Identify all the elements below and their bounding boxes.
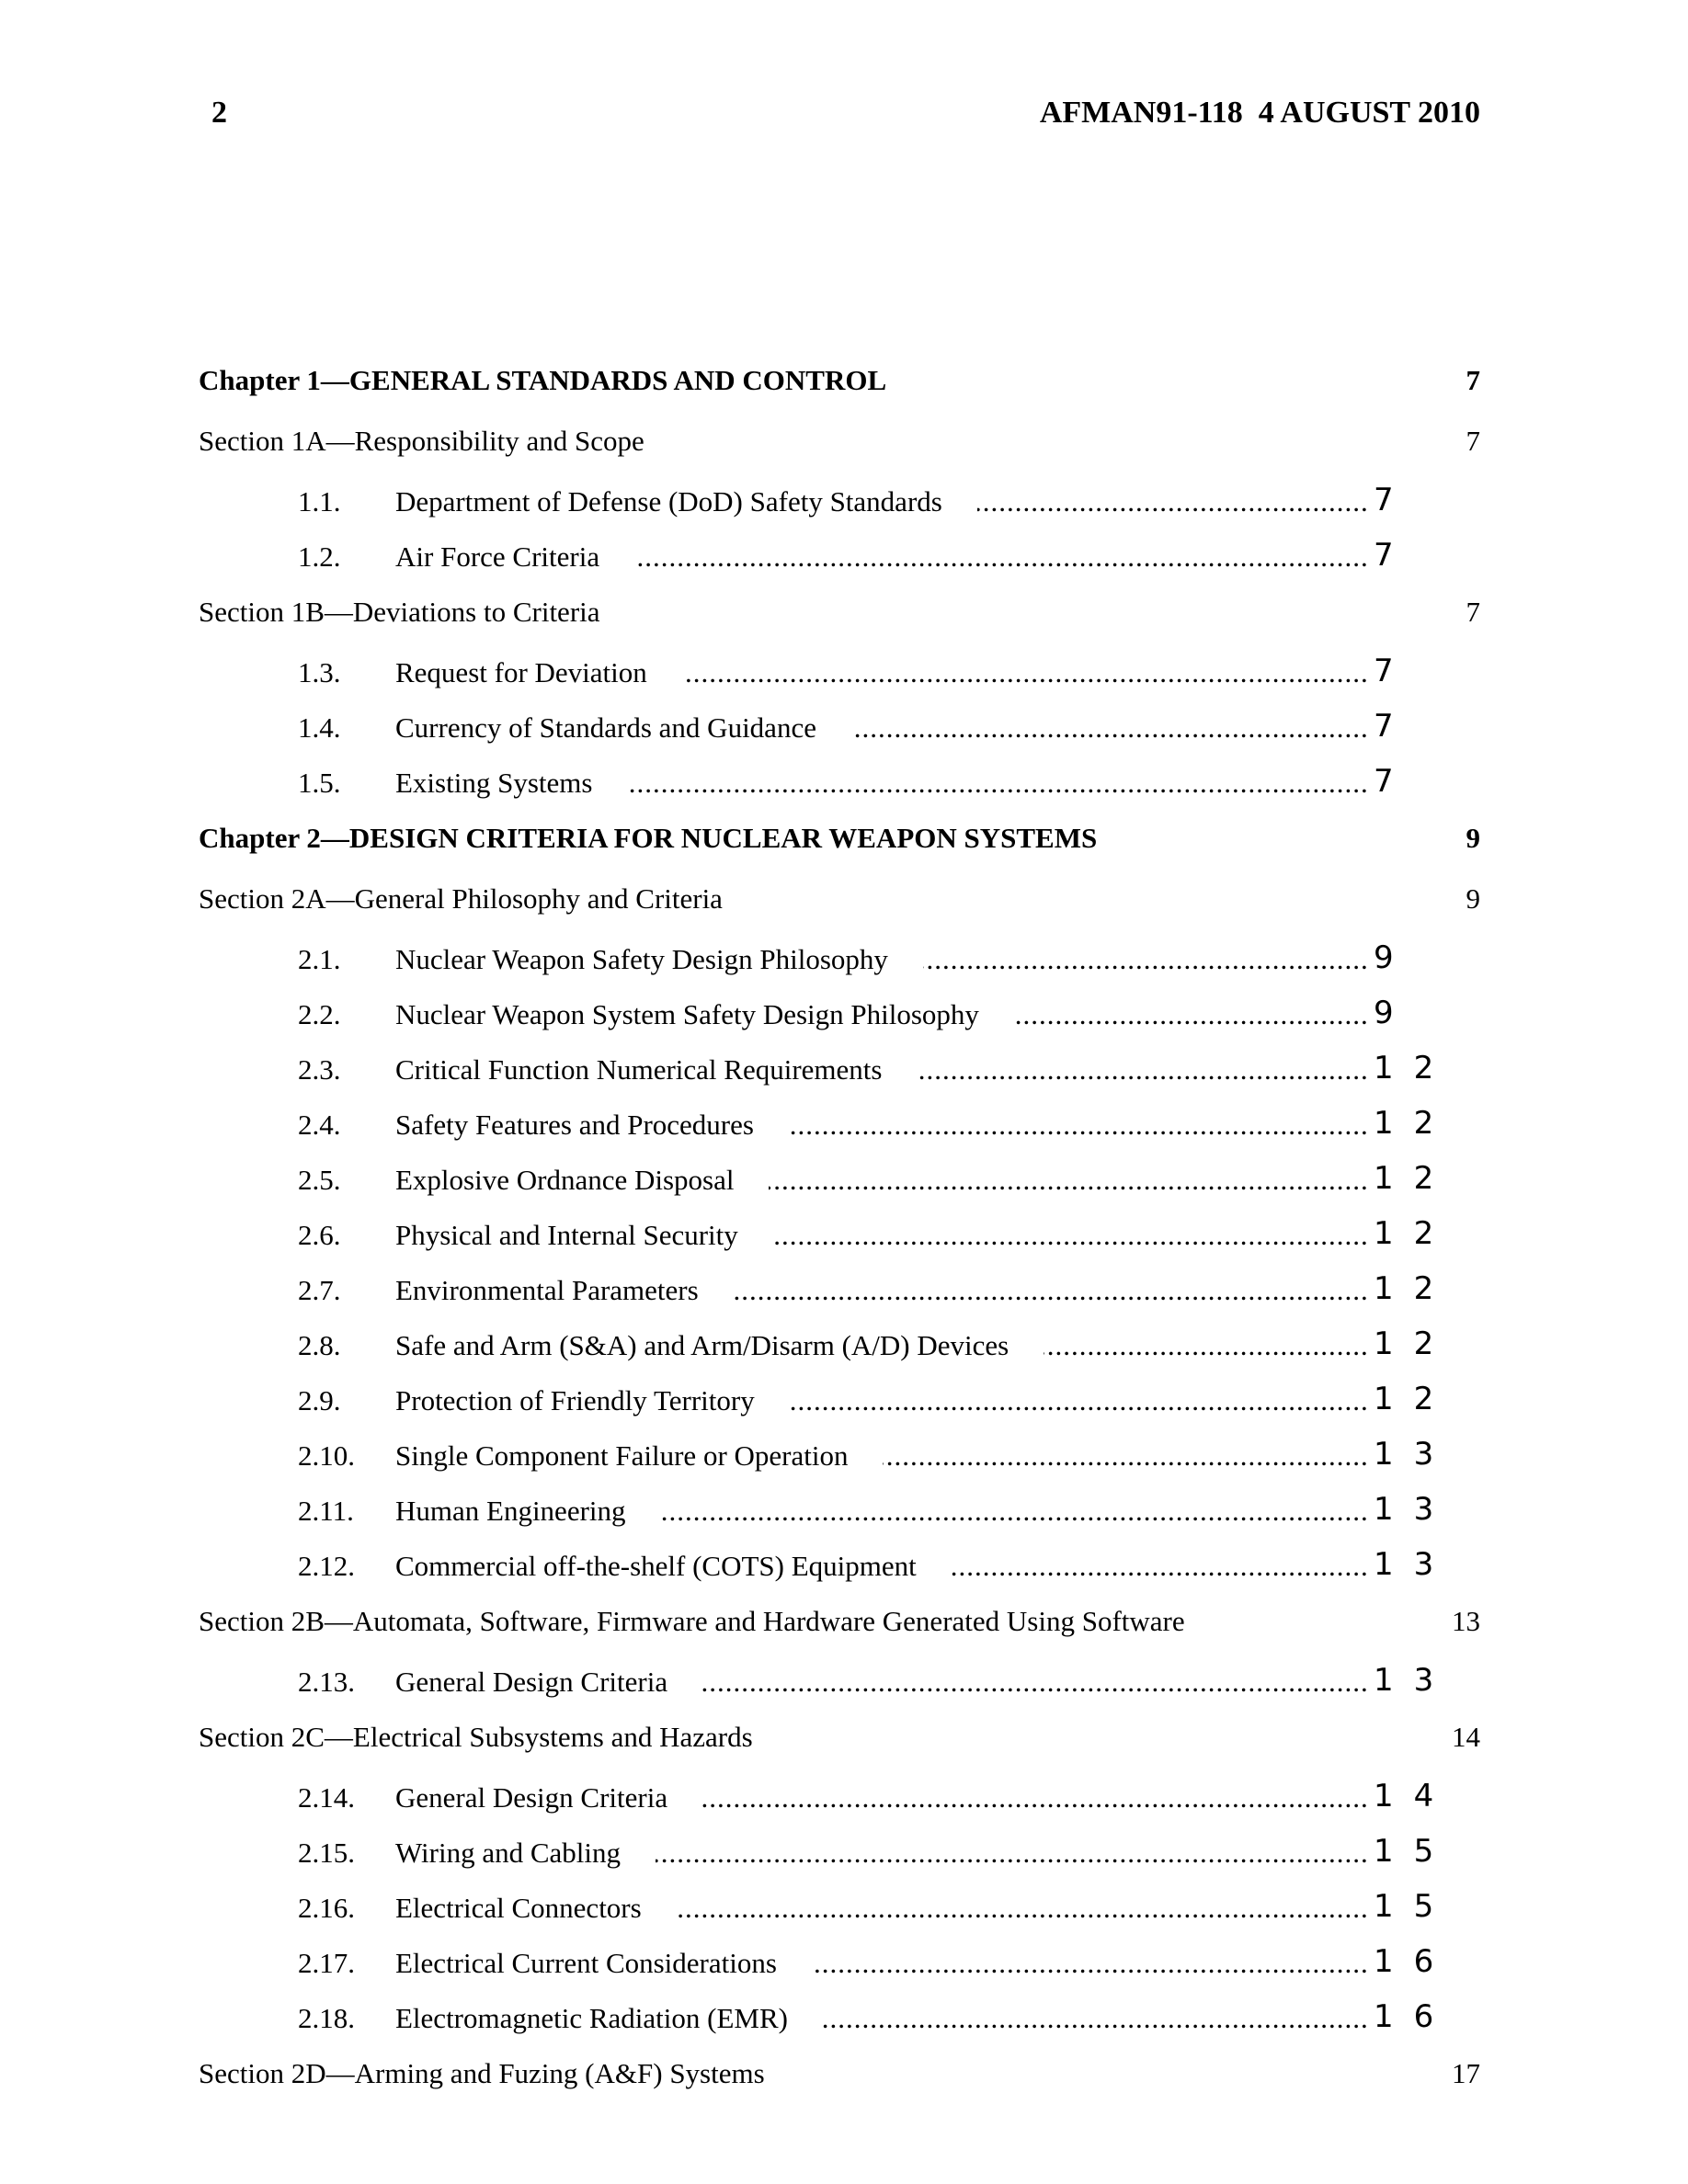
toc-entry xyxy=(199,936,1480,991)
toc-entry-title[interactable]: Existing Systems xyxy=(395,767,627,800)
toc-entry-page: 7 xyxy=(1374,482,1414,518)
toc-entry-title[interactable]: Department of Defense (DoD) Safety Standards xyxy=(395,485,977,518)
toc-entry xyxy=(199,1377,1480,1432)
toc-entry-number: 2.14. xyxy=(298,1781,355,1814)
chapter-title[interactable]: Chapter 2—DESIGN CRITERIA FOR NUCLEAR WEAPON SYSTEMS xyxy=(199,822,1098,854)
toc-entry-title[interactable]: Protection of Friendly Territory xyxy=(395,1384,790,1417)
toc-entry-number: 1.3. xyxy=(298,656,341,688)
toc-entry xyxy=(199,759,1480,814)
toc-section-heading xyxy=(199,1713,1480,1774)
toc-entry-number: 2.2. xyxy=(298,998,341,1030)
toc-entry xyxy=(199,991,1480,1046)
section-title[interactable]: Section 2D—Arming and Fuzing (A&F) Systems xyxy=(199,2057,765,2089)
toc-entry-title[interactable]: Environmental Parameters xyxy=(395,1274,734,1307)
toc-entry xyxy=(199,1829,1480,1884)
toc-entry-title[interactable]: Physical and Internal Security xyxy=(395,1219,773,1252)
toc-entry-number: 2.9. xyxy=(298,1384,341,1416)
section-title[interactable]: Section 2C—Electrical Subsystems and Hazards xyxy=(199,1721,753,1753)
toc-entry-page: 12 xyxy=(1374,1381,1454,1417)
section-page: 9 xyxy=(1466,882,1480,915)
toc-entry-page: 15 xyxy=(1374,1833,1454,1870)
toc-entry-page: 13 xyxy=(1374,1491,1454,1528)
toc-entry-number: 2.13. xyxy=(298,1666,355,1698)
toc-entry-number: 2.3. xyxy=(298,1053,341,1086)
chapter-page: 9 xyxy=(1466,822,1480,854)
toc-entry-title[interactable]: Electrical Current Considerations xyxy=(395,1947,812,1980)
section-title[interactable]: Section 1B—Deviations to Criteria xyxy=(199,596,600,628)
toc-entry-page: 7 xyxy=(1374,708,1414,745)
document-id: AFMAN91-118 4 AUGUST 2010 xyxy=(1039,96,1480,130)
toc-entry xyxy=(199,1101,1480,1156)
toc-entry xyxy=(199,1939,1480,1995)
toc-entry xyxy=(199,1487,1480,1542)
toc-entry xyxy=(199,478,1480,533)
toc-entry-number: 2.12. xyxy=(298,1550,355,1582)
toc-entry-title[interactable]: Safety Features and Procedures xyxy=(395,1109,789,1142)
toc-entry-title[interactable]: Electromagnetic Radiation (EMR) xyxy=(395,2002,823,2035)
toc-entry-title[interactable]: Electrical Connectors xyxy=(395,1892,677,1925)
section-title[interactable]: Section 2B—Automata, Software, Firmware and Hardware Generated Using Software xyxy=(199,1605,1185,1637)
toc-entry-page: 16 xyxy=(1374,1943,1454,1980)
toc-entry-title[interactable]: Nuclear Weapon System Safety Design Philosophy xyxy=(395,998,1014,1031)
toc-entry-number: 1.4. xyxy=(298,711,341,744)
toc-entry-number: 1.5. xyxy=(298,767,341,799)
toc-entry-number: 2.11. xyxy=(298,1495,354,1527)
page-header xyxy=(211,96,1480,136)
section-page: 7 xyxy=(1466,425,1480,457)
toc-entry xyxy=(199,533,1480,588)
toc-entry-title[interactable]: Human Engineering xyxy=(395,1495,661,1528)
toc-entry-title[interactable]: Safe and Arm (S&A) and Arm/Disarm (A/D) Devices xyxy=(395,1329,1044,1362)
toc-entry xyxy=(199,1995,1480,2050)
section-title[interactable]: Section 2A—General Philosophy and Criteria xyxy=(199,882,723,915)
toc-entry xyxy=(199,1542,1480,1598)
toc-entry xyxy=(199,704,1480,759)
toc-entry-page: 12 xyxy=(1374,1050,1454,1086)
toc-entry-number: 2.15. xyxy=(298,1837,355,1869)
section-page: 7 xyxy=(1466,596,1480,628)
toc-section-heading xyxy=(199,2050,1480,2110)
toc-entry-number: 2.17. xyxy=(298,1947,355,1979)
toc-section-heading xyxy=(199,1598,1480,1658)
toc-entry-number: 1.2. xyxy=(298,540,341,573)
toc-chapter-heading xyxy=(199,357,1480,417)
toc-entry-title[interactable]: Air Force Criteria xyxy=(395,540,634,574)
toc-entry-page: 12 xyxy=(1374,1325,1454,1362)
section-page: 17 xyxy=(1452,2057,1480,2089)
toc-entry-title[interactable]: Wiring and Cabling xyxy=(395,1837,656,1870)
toc-section-heading xyxy=(199,417,1480,478)
toc-entry-page: 13 xyxy=(1374,1436,1454,1473)
toc-entry-page: 13 xyxy=(1374,1546,1454,1583)
toc-entry-page: 15 xyxy=(1374,1888,1454,1925)
toc-entry xyxy=(199,1658,1480,1713)
toc-entry-number: 2.10. xyxy=(298,1439,355,1472)
chapter-title[interactable]: Chapter 1—GENERAL STANDARDS AND CONTROL xyxy=(199,364,887,396)
toc-section-heading xyxy=(199,588,1480,649)
toc-entry-title[interactable]: Nuclear Weapon Safety Design Philosophy xyxy=(395,943,923,976)
toc-entry-number: 1.1. xyxy=(298,485,341,518)
toc-entry-page: 7 xyxy=(1374,653,1414,689)
toc-section-heading xyxy=(199,875,1480,936)
toc-entry-title[interactable]: Commercial off-the-shelf (COTS) Equipment xyxy=(395,1550,952,1583)
toc-entry-page: 13 xyxy=(1374,1662,1454,1699)
toc-entry-number: 2.16. xyxy=(298,1892,355,1924)
toc-entry xyxy=(199,1884,1480,1939)
toc-entry xyxy=(199,1046,1480,1101)
toc-entry-title[interactable]: Critical Function Numerical Requirements xyxy=(395,1053,917,1086)
toc-entry-page: 9 xyxy=(1374,995,1414,1031)
toc-entry xyxy=(199,1267,1480,1322)
toc-entry-title[interactable]: General Design Criteria xyxy=(395,1666,702,1699)
toc-entry xyxy=(199,1774,1480,1829)
toc-entry-page: 16 xyxy=(1374,1998,1454,2035)
toc-entry-number: 2.4. xyxy=(298,1109,341,1141)
toc-entry-number: 2.1. xyxy=(298,943,341,975)
toc-entry-title[interactable]: Request for Deviation xyxy=(395,656,682,689)
toc-chapter-heading xyxy=(199,814,1480,875)
page-number: 2 xyxy=(211,96,227,130)
table-of-contents xyxy=(199,357,1480,2110)
chapter-page: 7 xyxy=(1466,364,1480,396)
toc-entry xyxy=(199,1211,1480,1267)
toc-entry-number: 2.18. xyxy=(298,2002,355,2034)
toc-entry-page: 7 xyxy=(1374,763,1414,800)
toc-entry-number: 2.7. xyxy=(298,1274,341,1306)
toc-entry-number: 2.5. xyxy=(298,1164,341,1196)
section-page: 13 xyxy=(1452,1605,1480,1637)
toc-entry xyxy=(199,649,1480,704)
toc-entry xyxy=(199,1156,1480,1211)
toc-entry-page: 9 xyxy=(1374,939,1414,976)
toc-entry xyxy=(199,1322,1480,1377)
toc-entry-page: 12 xyxy=(1374,1215,1454,1252)
toc-entry-page: 12 xyxy=(1374,1105,1454,1142)
toc-entry-number: 2.8. xyxy=(298,1329,341,1361)
toc-entry-title[interactable]: General Design Criteria xyxy=(395,1781,702,1814)
toc-entry-number: 2.6. xyxy=(298,1219,341,1251)
section-title[interactable]: Section 1A—Responsibility and Scope xyxy=(199,425,644,457)
toc-entry-page: 12 xyxy=(1374,1160,1454,1197)
toc-entry-page: 12 xyxy=(1374,1270,1454,1307)
toc-entry-title[interactable]: Currency of Standards and Guidance xyxy=(395,711,851,745)
toc-entry-page: 14 xyxy=(1374,1778,1454,1814)
toc-entry-title[interactable]: Single Component Failure or Operation xyxy=(395,1439,883,1473)
section-page: 14 xyxy=(1452,1721,1480,1753)
toc-entry-title[interactable]: Explosive Ordnance Disposal xyxy=(395,1164,769,1197)
toc-entry-page: 7 xyxy=(1374,537,1414,574)
toc-entry xyxy=(199,1432,1480,1487)
